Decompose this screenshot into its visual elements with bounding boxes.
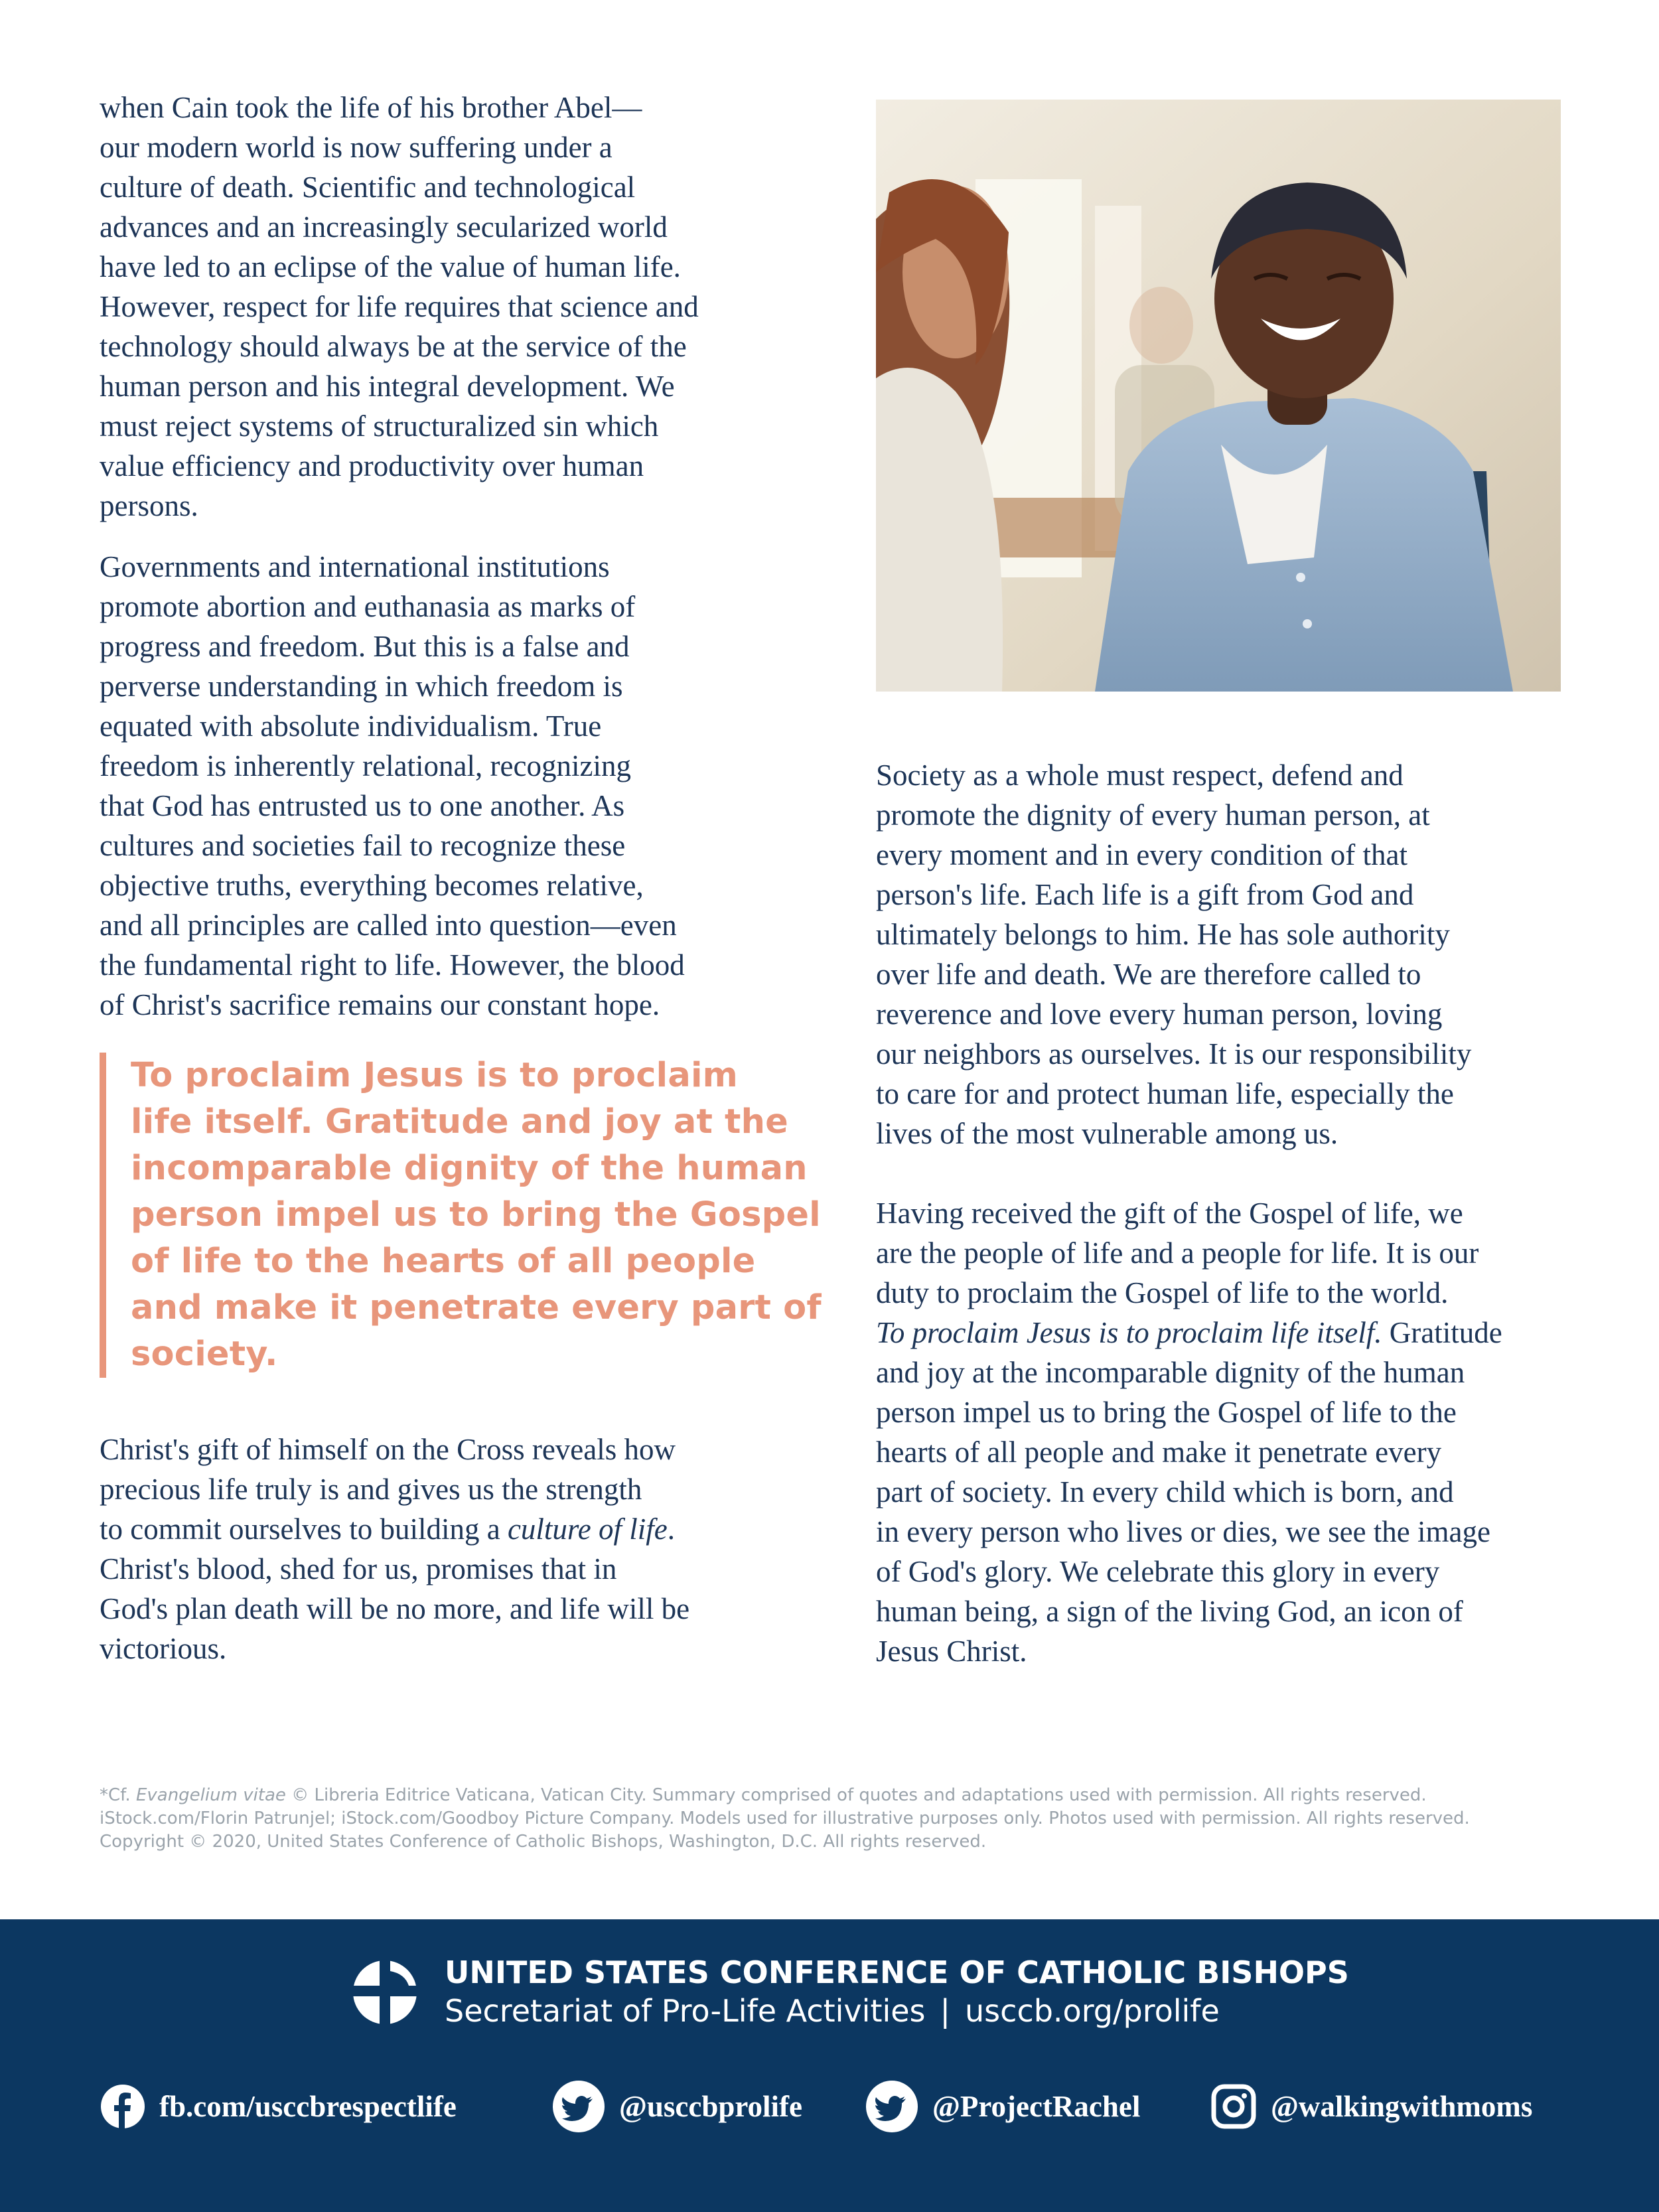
text-line: technology should always be at the service of the [100,330,687,363]
text-line: Christ's blood, shed for us, promises that in [100,1552,617,1585]
text-line: over life and death. We are therefore called to [876,958,1421,991]
text-line: promote abortion and euthanasia as marks of [100,590,636,623]
text-line: must reject systems of structuralized sin which [100,409,659,443]
text-line: promote the dignity of every human person, at [876,798,1430,832]
text-line: reverence and love every human person, loving [876,997,1443,1031]
italic-phrase: culture of life [507,1512,668,1546]
text-line [876,1313,1566,1353]
text-line: that God has entrusted us to one another. As [100,789,625,822]
text-line: cultures and societies fail to recognize these [100,829,626,862]
right-paragraph-1 [876,755,1566,1153]
right-column [876,755,1566,1671]
text-line: hearts of all people and make it penetrate every [876,1436,1442,1469]
text-span: . [667,1512,675,1546]
text-line: in every person who lives or dies, we see the image [876,1515,1490,1548]
facebook-handle[interactable]: fb.com/usccbrespectlife [159,2090,457,2123]
quote-line: society. [131,1335,278,1374]
quote-line: incomparable dignity of the human [131,1149,808,1188]
text-line: lives of the most vulnerable among us. [876,1117,1338,1150]
quote-line: and make it penetrate every part of [131,1288,822,1327]
text-span: Gratitude [1382,1316,1502,1349]
text-line: equated with absolute individualism. True [100,709,602,743]
text-line: freedom is inherently relational, recognizing [100,749,631,782]
left-paragraph-2 [100,547,776,1025]
text-line: human person and his integral development. We [100,370,675,403]
text-line: God's plan death will be no more, and life will be [100,1592,690,1625]
text-line: of God's glory. We celebrate this glory in every [876,1555,1440,1588]
text-line: our modern world is now suffering under a [100,131,613,164]
twitter-handle-prolife[interactable]: @usccbprolife [619,2090,803,2123]
text-line: and joy at the incomparable dignity of the human [876,1356,1465,1389]
text-line: persons. [100,489,198,522]
left-paragraph-1 [100,88,776,526]
credits-line: iStock.com/Florin Patrunjel; iStock.com/Goodboy Picture Company. Models used for illustrative purposes only. Photos used with permission. All rights reserved. [100,1808,1470,1828]
text-line: perverse understanding in which freedom is [100,670,623,703]
italic-phrase: To proclaim Jesus is to proclaim life itself. [876,1316,1382,1349]
facebook-icon [101,2085,145,2128]
social-instagram[interactable] [1211,2080,1532,2133]
text-line: every moment and in every condition of that [876,838,1408,871]
text-line: objective truths, everything becomes relative, [100,869,644,902]
text-line: victorious. [100,1632,227,1665]
text-line: person impel us to bring the Gospel of life to the [876,1396,1457,1429]
quote-line: To proclaim Jesus is to proclaim [131,1056,738,1095]
social-twitter-projectrachel[interactable] [866,2080,1140,2133]
secretariat-name: Secretariat of Pro-Life Activities [445,1993,926,2029]
credits-line [100,1784,1470,1807]
twitter-icon [866,2081,918,2132]
text-line: part of society. In every child which is born, and [876,1475,1454,1509]
text-line: of Christ's sacrifice remains our constant hope. [100,988,660,1021]
right-paragraph-2 [876,1193,1566,1671]
text-line: Christ's gift of himself on the Cross reveals how [100,1433,676,1466]
org-subline [445,1992,1220,2029]
text-line [100,1509,776,1549]
text-line: person's life. Each life is a gift from God and [876,878,1414,911]
usccb-logo-icon [352,1959,418,2026]
text-line: are the people of life and a people for life. It is our [876,1236,1479,1270]
text-line: have led to an eclipse of the value of human life. [100,250,681,283]
quote-line: of life to the hearts of all people [131,1242,756,1281]
text-line: However, respect for life requires that science and [100,290,699,323]
photo-elderly-woman-smiling [876,100,1561,692]
text-line: Having received the gift of the Gospel of life, we [876,1197,1463,1230]
text-line: duty to proclaim the Gospel of life to the world. [876,1276,1449,1309]
italic-title: Evangelium vitae [135,1785,286,1805]
website-link[interactable]: usccb.org/prolife [965,1993,1220,2029]
text-line: and all principles are called into question—even [100,909,677,942]
quote-line: life itself. Gratitude and joy at the [131,1102,788,1142]
social-twitter-prolife[interactable] [553,2080,802,2133]
text-line: precious life truly is and gives us the strength [100,1473,642,1506]
org-name: UNITED STATES CONFERENCE OF CATHOLIC BISHOPS [445,1954,1349,1990]
text-span: to commit ourselves to building a [100,1512,508,1546]
left-paragraph-3 [100,1430,776,1668]
social-facebook[interactable] [101,2080,457,2133]
text-line: progress and freedom. But this is a false and [100,630,630,663]
instagram-icon [1211,2084,1256,2129]
text-line: value efficiency and productivity over human [100,449,644,482]
text-line: Governments and international institutions [100,550,610,583]
quote-line: person impel us to bring the Gospel [131,1195,821,1234]
text-line: when Cain took the life of his brother Abel— [100,91,642,124]
text-line: advances and an increasingly secularized world [100,210,668,244]
separator: | [940,1993,951,2029]
twitter-handle-projectrachel[interactable]: @ProjectRachel [932,2090,1141,2123]
footer [0,1919,1659,2212]
text-line: Jesus Christ. [876,1635,1027,1668]
text-line: ultimately belongs to him. He has sole authority [876,918,1450,951]
text-line: Society as a whole must respect, defend and [876,759,1404,792]
text-line: the fundamental right to life. However, the blood [100,948,685,982]
text-span: *Cf. [100,1785,136,1805]
credits [100,1784,1470,1854]
text-line: to care for and protect human life, especially the [876,1077,1454,1110]
text-line: human being, a sign of the living God, an icon of [876,1595,1463,1628]
credits-line: Copyright © 2020, United States Conference of Catholic Bishops, Washington, D.C. All rights reserved. [100,1832,987,1852]
pull-quote [100,1053,822,1378]
twitter-icon [553,2081,605,2132]
text-line: culture of death. Scientific and technological [100,171,636,204]
left-column [100,88,776,1025]
text-line: our neighbors as ourselves. It is our responsibility [876,1037,1472,1070]
instagram-handle[interactable]: @walkingwithmoms [1271,2090,1533,2123]
text-span: © Libreria Editrice Vaticana, Vatican City. Summary comprised of quotes and adaptations used with permission. All rights reserved. [285,1785,1427,1805]
